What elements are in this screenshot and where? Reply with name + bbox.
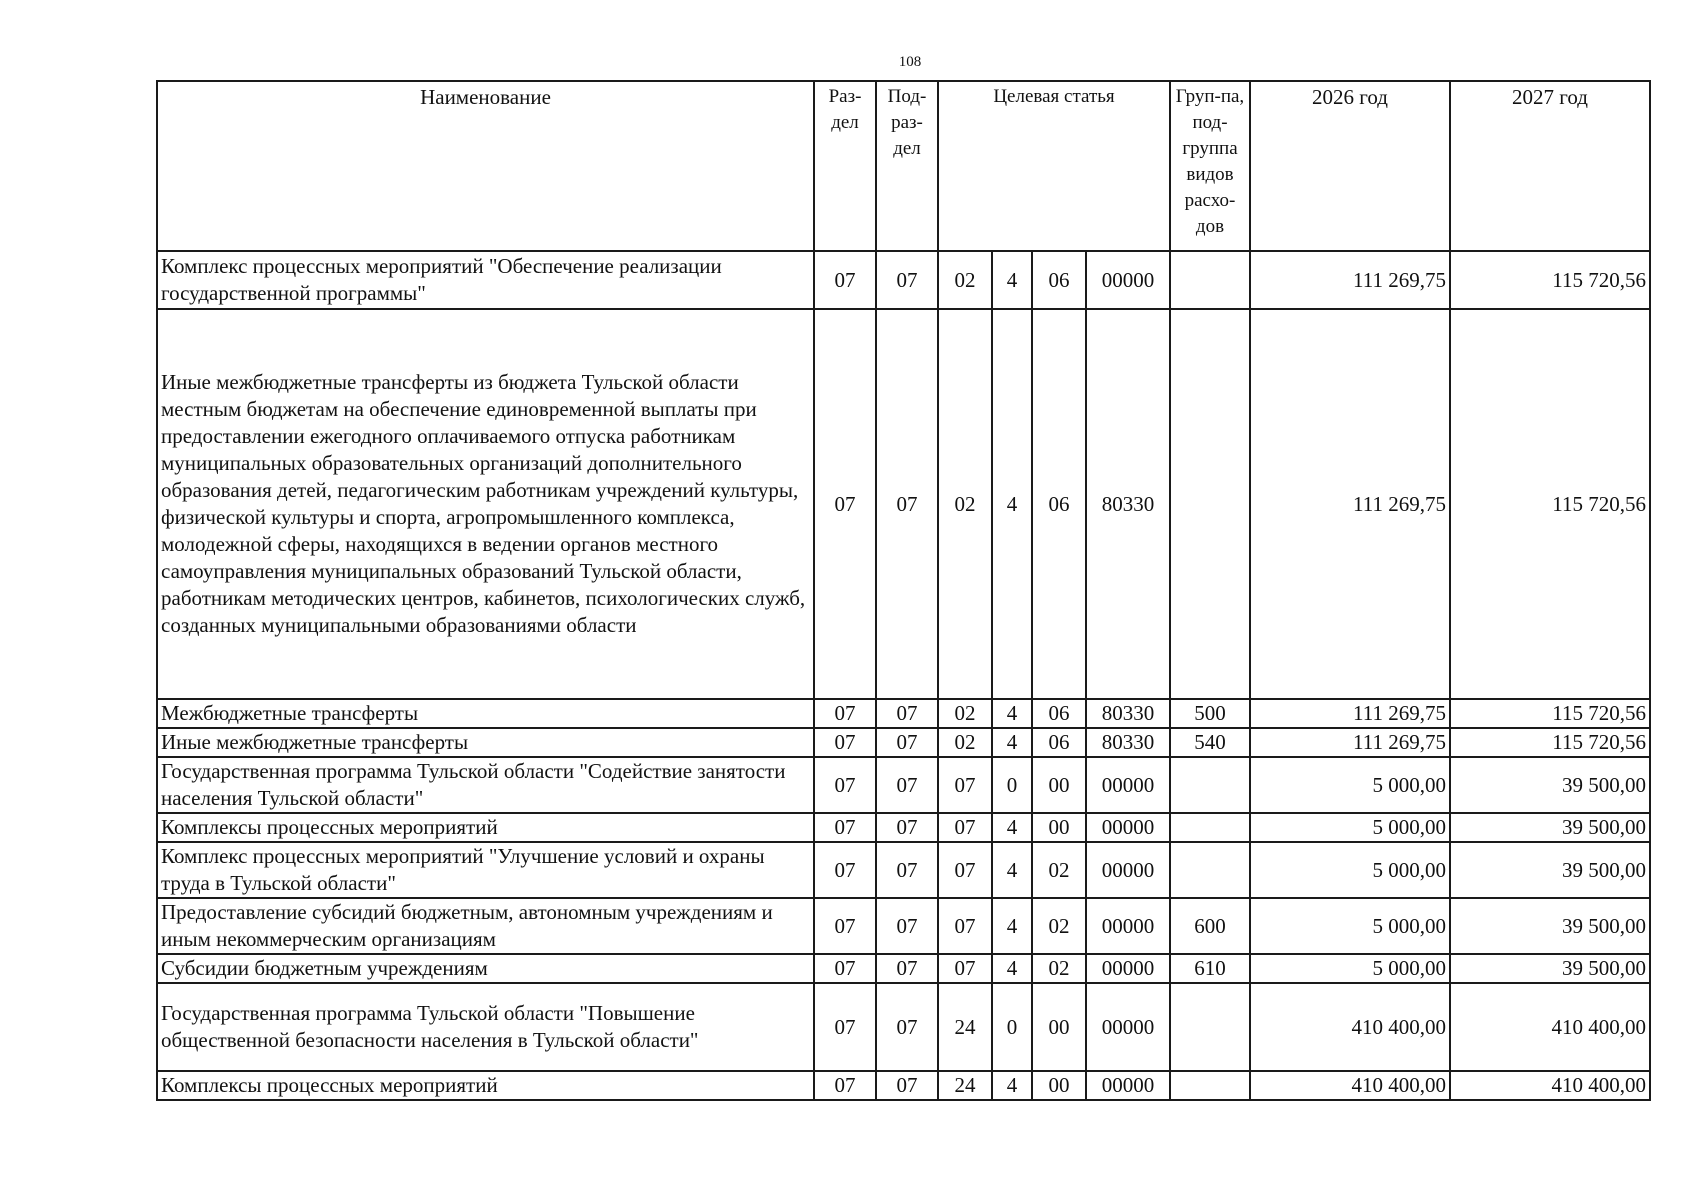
cell-name: Комплекс процессных мероприятий "Обеспечение реализации государственной программы" [157,251,814,309]
cell-amount-2027: 39 500,00 [1450,842,1650,898]
table-body [157,251,1650,1100]
table-row [157,842,1650,898]
cell-amount-2027: 39 500,00 [1450,954,1650,983]
cell-expense-group: 610 [1170,954,1250,983]
cell-name: Иные межбюджетные трансферты [157,728,814,757]
cell-target-program: 07 [938,954,992,983]
cell-target-direction: 00000 [1086,898,1170,954]
cell-amount-2026: 5 000,00 [1250,813,1450,842]
cell-amount-2027: 39 500,00 [1450,813,1650,842]
cell-amount-2026: 111 269,75 [1250,251,1450,309]
table-row [157,983,1650,1071]
cell-target-program: 07 [938,898,992,954]
cell-name: Предоставление субсидий бюджетным, автономным учреждениям и иным некоммерческим организациям [157,898,814,954]
header-section: Раз-дел [814,81,876,251]
cell-target-program: 24 [938,1071,992,1100]
cell-section: 07 [814,898,876,954]
header-name: Наименование [157,81,814,251]
cell-target-direction: 00000 [1086,757,1170,813]
cell-target-type: 4 [992,1071,1032,1100]
cell-target-program: 02 [938,728,992,757]
table-row [157,813,1650,842]
cell-amount-2027: 115 720,56 [1450,251,1650,309]
cell-name: Межбюджетные трансферты [157,699,814,728]
cell-amount-2027: 115 720,56 [1450,728,1650,757]
cell-target-direction: 80330 [1086,728,1170,757]
cell-section: 07 [814,954,876,983]
cell-amount-2027: 39 500,00 [1450,757,1650,813]
header-expense-group: Груп-па, под-группа видов расхо-дов [1170,81,1250,251]
cell-target-direction: 00000 [1086,954,1170,983]
cell-subsection: 07 [876,309,938,699]
cell-section: 07 [814,728,876,757]
cell-amount-2026: 410 400,00 [1250,1071,1450,1100]
cell-expense-group [1170,1071,1250,1100]
cell-section: 07 [814,1071,876,1100]
cell-section: 07 [814,251,876,309]
cell-name: Государственная программа Тульской области "Повышение общественной безопасности населения в Тульской области" [157,983,814,1071]
table-row [157,251,1650,309]
cell-target-element: 06 [1032,309,1086,699]
cell-section: 07 [814,842,876,898]
cell-expense-group [1170,309,1250,699]
cell-target-element: 00 [1032,757,1086,813]
cell-target-program: 02 [938,699,992,728]
table-header-row [157,81,1650,251]
cell-subsection: 07 [876,983,938,1071]
cell-target-element: 02 [1032,954,1086,983]
cell-amount-2026: 5 000,00 [1250,898,1450,954]
cell-amount-2027: 115 720,56 [1450,699,1650,728]
cell-target-element: 00 [1032,983,1086,1071]
cell-target-direction: 00000 [1086,251,1170,309]
cell-target-element: 06 [1032,699,1086,728]
cell-amount-2026: 5 000,00 [1250,757,1450,813]
cell-target-direction: 80330 [1086,309,1170,699]
cell-amount-2027: 39 500,00 [1450,898,1650,954]
cell-subsection: 07 [876,699,938,728]
cell-target-type: 4 [992,251,1032,309]
cell-target-element: 06 [1032,251,1086,309]
cell-target-element: 00 [1032,1071,1086,1100]
cell-name: Комплексы процессных мероприятий [157,1071,814,1100]
cell-subsection: 07 [876,813,938,842]
budget-table [156,80,1651,1101]
cell-subsection: 07 [876,1071,938,1100]
header-subsection: Под-раз-дел [876,81,938,251]
cell-expense-group [1170,251,1250,309]
cell-expense-group: 600 [1170,898,1250,954]
cell-target-direction: 80330 [1086,699,1170,728]
cell-target-program: 07 [938,757,992,813]
cell-amount-2026: 5 000,00 [1250,954,1450,983]
table-row [157,898,1650,954]
cell-target-type: 0 [992,983,1032,1071]
cell-section: 07 [814,309,876,699]
cell-target-element: 00 [1032,813,1086,842]
cell-amount-2026: 410 400,00 [1250,983,1450,1071]
cell-target-direction: 00000 [1086,983,1170,1071]
cell-amount-2026: 111 269,75 [1250,728,1450,757]
cell-target-program: 07 [938,842,992,898]
cell-expense-group [1170,842,1250,898]
cell-subsection: 07 [876,954,938,983]
cell-name: Комплексы процессных мероприятий [157,813,814,842]
header-year-2026: 2026 год [1250,81,1450,251]
cell-target-type: 4 [992,842,1032,898]
cell-amount-2026: 111 269,75 [1250,309,1450,699]
cell-name: Иные межбюджетные трансферты из бюджета Тульской области местным бюджетам на обеспечение единовременной выплаты при предоставлении ежегодного оплачиваемого отпуска работникам муниципальных образовательных организаций дополнительного образования детей, педагогическим работникам учреждений культуры, физической культуры и спорта, агропромышленного комплекса, молодежной сферы, находящихся в ведении органов местного самоуправления муниципальных образований Тульской области, работникам методических центров, кабинетов, психологических служб, созданных муниципальными образованиями области [157,309,814,699]
cell-name: Комплекс процессных мероприятий "Улучшение условий и охраны труда в Тульской области" [157,842,814,898]
cell-amount-2026: 5 000,00 [1250,842,1450,898]
header-target-article: Целевая статья [938,81,1170,251]
cell-target-type: 4 [992,309,1032,699]
cell-expense-group [1170,813,1250,842]
cell-expense-group: 540 [1170,728,1250,757]
table-row [157,954,1650,983]
cell-target-direction: 00000 [1086,1071,1170,1100]
cell-target-element: 02 [1032,842,1086,898]
header-year-2027: 2027 год [1450,81,1650,251]
cell-target-program: 02 [938,251,992,309]
cell-target-element: 02 [1032,898,1086,954]
cell-target-type: 0 [992,757,1032,813]
cell-target-program: 07 [938,813,992,842]
cell-target-type: 4 [992,813,1032,842]
cell-subsection: 07 [876,728,938,757]
cell-amount-2027: 115 720,56 [1450,309,1650,699]
cell-section: 07 [814,699,876,728]
cell-name: Государственная программа Тульской области "Содействие занятости населения Тульской области" [157,757,814,813]
cell-amount-2026: 111 269,75 [1250,699,1450,728]
cell-amount-2027: 410 400,00 [1450,983,1650,1071]
cell-subsection: 07 [876,898,938,954]
cell-amount-2027: 410 400,00 [1450,1071,1650,1100]
cell-section: 07 [814,983,876,1071]
page-number: 108 [898,54,922,70]
table-row [157,728,1650,757]
cell-subsection: 07 [876,251,938,309]
cell-target-program: 02 [938,309,992,699]
table-row [157,699,1650,728]
cell-expense-group: 500 [1170,699,1250,728]
table-row [157,309,1650,699]
cell-target-direction: 00000 [1086,842,1170,898]
cell-name: Субсидии бюджетным учреждениям [157,954,814,983]
cell-section: 07 [814,813,876,842]
cell-subsection: 07 [876,842,938,898]
table-row [157,1071,1650,1100]
cell-target-type: 4 [992,954,1032,983]
cell-target-type: 4 [992,699,1032,728]
cell-target-type: 4 [992,898,1032,954]
cell-target-type: 4 [992,728,1032,757]
cell-target-program: 24 [938,983,992,1071]
cell-section: 07 [814,757,876,813]
cell-target-element: 06 [1032,728,1086,757]
table-row [157,757,1650,813]
cell-expense-group [1170,757,1250,813]
cell-target-direction: 00000 [1086,813,1170,842]
cell-subsection: 07 [876,757,938,813]
cell-expense-group [1170,983,1250,1071]
